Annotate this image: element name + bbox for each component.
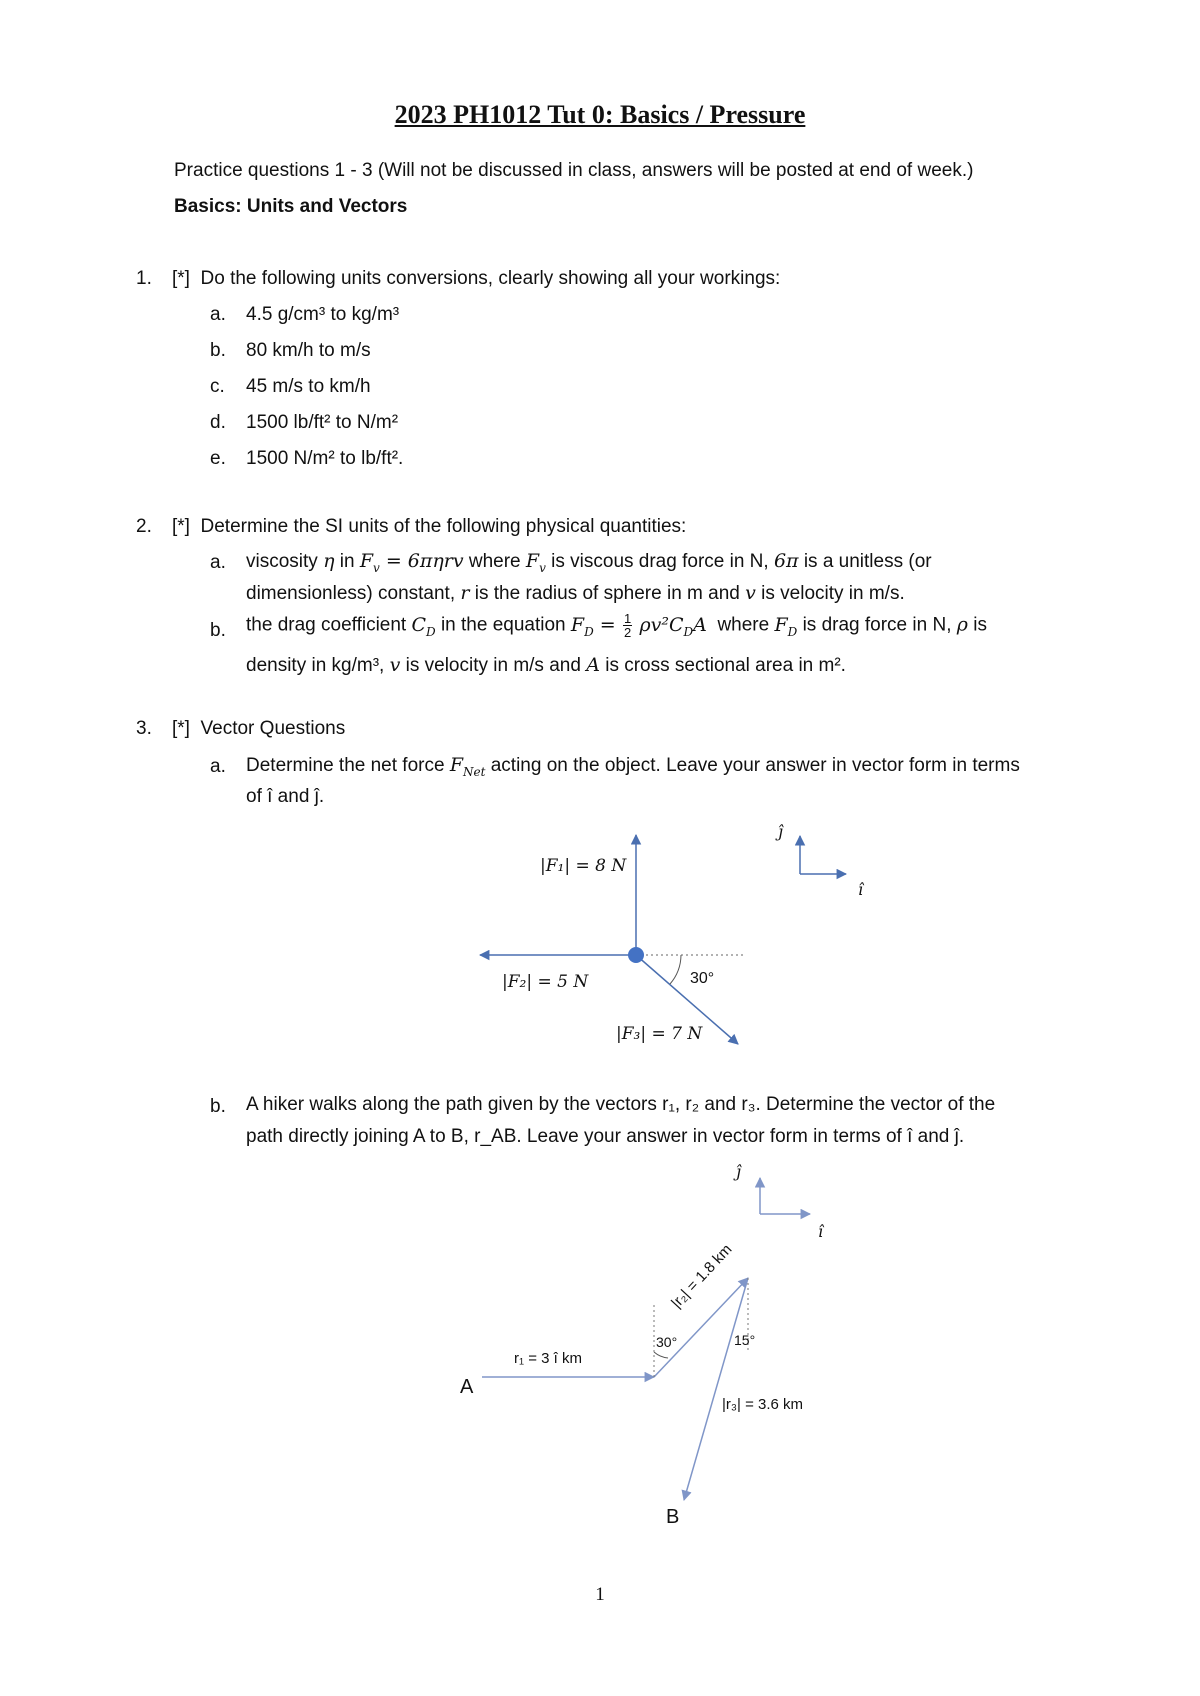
q3b-line1: A hiker walks along the path given by the vectors r₁, r₂ and r₃. Determine the vector of the	[246, 1094, 996, 1115]
q2-prompt: Determine the SI units of the following physical quantities:	[200, 516, 687, 537]
q3a-line2: of î and ĵ.	[246, 786, 325, 807]
f1-label: |F₁| = 8 N	[540, 856, 627, 876]
i-hat-label: î	[858, 880, 864, 899]
q3-prompt: Vector Questions	[200, 718, 346, 739]
r1-label: r₁ = 3 î km	[514, 1350, 582, 1367]
q1-prompt: Do the following units conversions, clearly showing all your workings:	[200, 268, 781, 289]
q2a-label: a.	[210, 552, 226, 573]
q1-part-label: c.	[210, 376, 225, 397]
q1-part-text: 4.5 g/cm³ to kg/m³	[246, 304, 400, 325]
q1-part-label: b.	[210, 340, 226, 361]
angle-arc-30	[670, 955, 681, 984]
q2-number: 2.	[136, 516, 152, 537]
q1-part-label: e.	[210, 448, 226, 469]
angle-30-label-2: 30°	[656, 1334, 678, 1350]
q3-number: 3.	[136, 718, 152, 739]
q3b-label: b.	[210, 1096, 226, 1117]
q3b-line2: path directly joining A to B, r_AB. Leave your answer in vector form in terms of î and ĵ.	[246, 1126, 965, 1147]
f2-label: |F₂| = 5 N	[502, 972, 589, 992]
q1-part-text: 1500 lb/ft² to N/m²	[246, 412, 399, 433]
i-hat-label-2: î	[818, 1222, 824, 1241]
q1-part-text: 45 m/s to km/h	[246, 376, 371, 397]
j-hat-label: ĵ	[778, 822, 783, 841]
q3-tag: [*]	[172, 718, 190, 739]
q1-tag: [*]	[172, 268, 190, 289]
r3-label: |r₃| = 3.6 km	[722, 1396, 804, 1413]
f3-label: |F₃| = 7 N	[616, 1024, 703, 1044]
q1-part-text: 80 km/h to m/s	[246, 340, 371, 361]
page-title: 2023 PH1012 Tut 0: Basics / Pressure	[394, 100, 806, 129]
angle-arc-30b	[654, 1352, 668, 1358]
q1-part-text: 1500 N/m² to lb/ft².	[246, 448, 404, 469]
section-heading: Basics: Units and Vectors	[174, 196, 408, 217]
r2-label: |r₂| = 1.8 km	[668, 1240, 736, 1312]
page-number: 1	[595, 1584, 605, 1605]
q2a-line2: dimensionless) constant, r is the radius of sphere in m and v is velocity in m/s.	[246, 582, 905, 604]
q2-tag: [*]	[172, 516, 190, 537]
practice-note: Practice questions 1 - 3 (Will not be discussed in class, answers will be posted at end of week.)	[174, 160, 974, 181]
q2b-line1: the drag coefficient $C_D$ in the equation $F_D$ = $\frac{1}{2}$ $\rho v^2C_DA$ where $F_D$ is drag force in N, ρ is	[246, 611, 987, 640]
angle-15-label: 15°	[734, 1332, 756, 1348]
angle-30-label: 30°	[690, 970, 715, 987]
point-a-label: A	[460, 1376, 474, 1398]
object-dot	[628, 947, 644, 963]
q1-part-label: d.	[210, 412, 226, 433]
q2b-line2: density in kg/m³, v is velocity in m/s and A is cross sectional area in m².	[246, 654, 846, 676]
q3a-label: a.	[210, 756, 226, 777]
q2a-line1: viscosity η in $F_v = 6\pi\eta rv$ where $F_v$ is viscous drag force in N, 6π is a unitless (or	[246, 550, 932, 575]
q3a-line1: Determine the net force $F_{Net}$ acting on the object. Leave your answer in vector form in terms	[246, 754, 1020, 779]
q2b-label: b.	[210, 620, 226, 641]
q1-part-label: a.	[210, 304, 226, 325]
point-b-label: B	[666, 1506, 680, 1528]
q1-number: 1.	[136, 268, 152, 289]
j-hat-label-2: ĵ	[736, 1162, 741, 1181]
